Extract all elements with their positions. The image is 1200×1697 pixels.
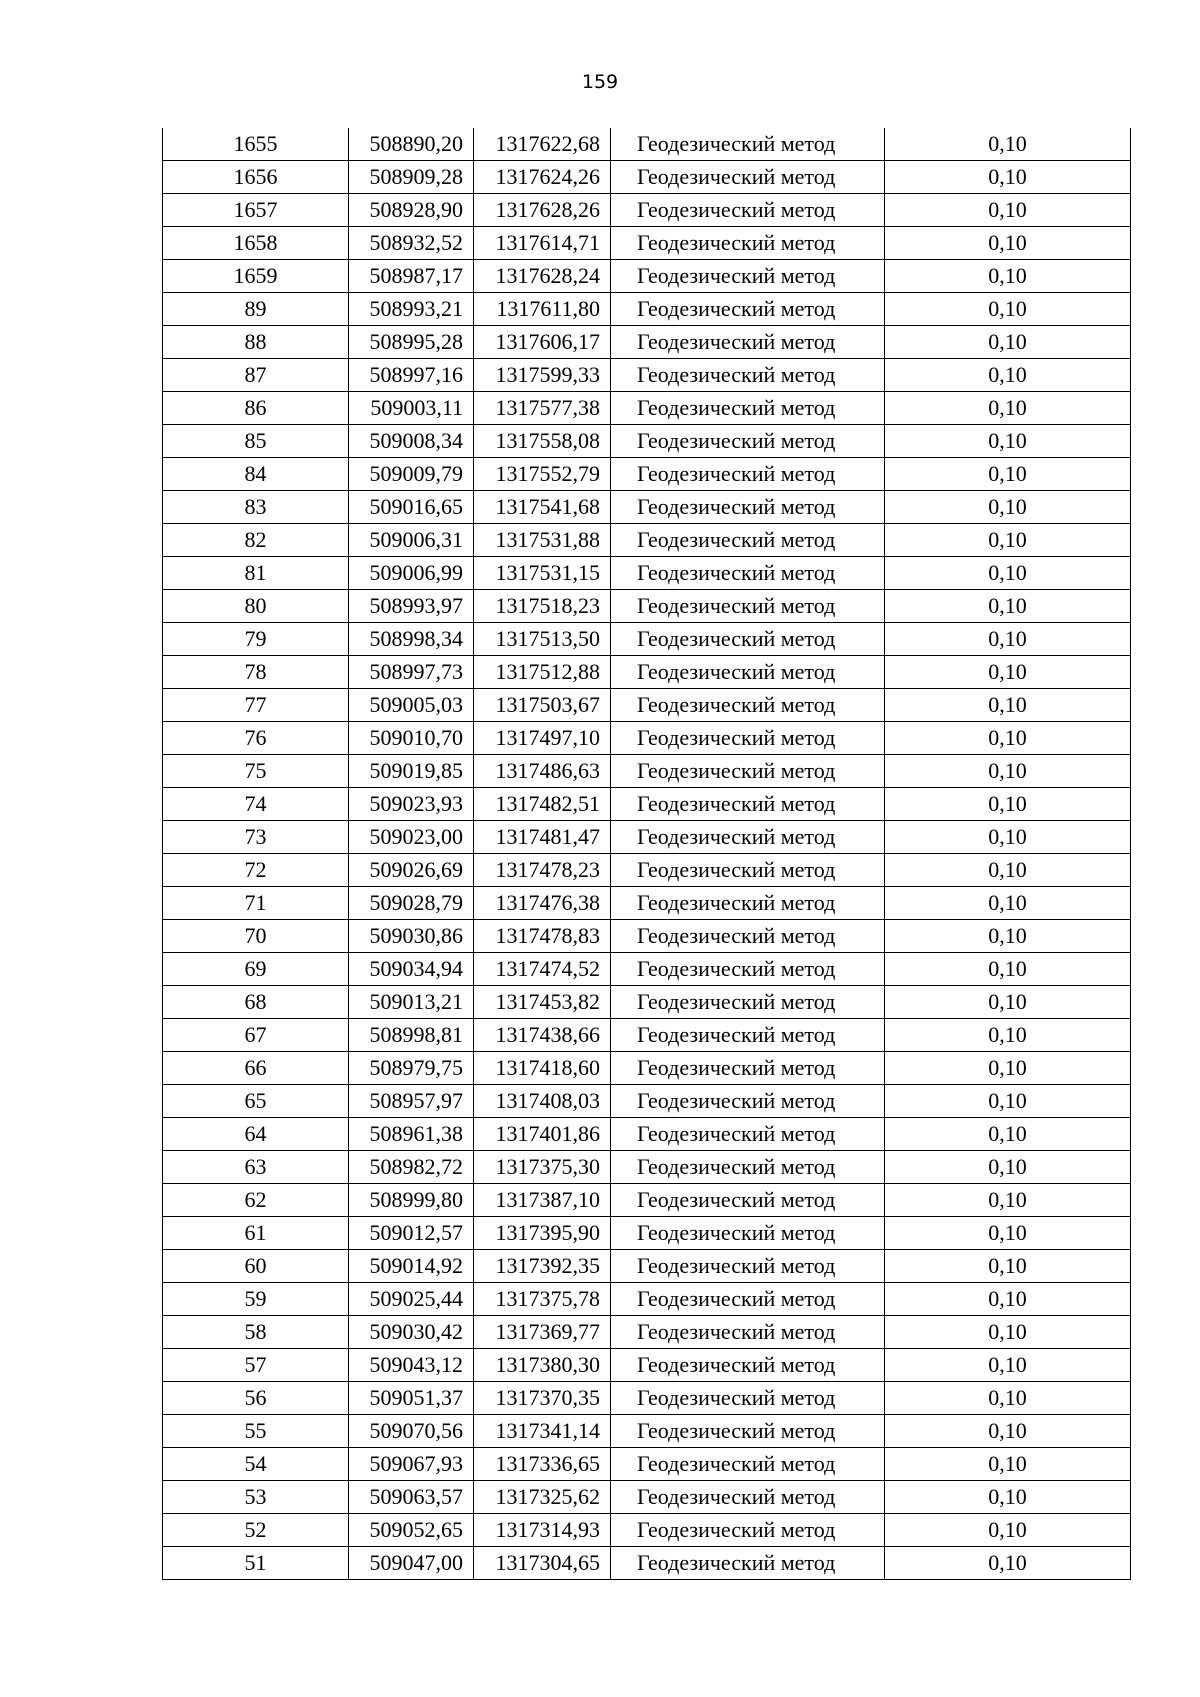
y-coordinate-cell: 1317614,71	[474, 227, 611, 260]
method-cell: Геодезический метод	[611, 1415, 885, 1448]
method-cell: Геодезический метод	[611, 1283, 885, 1316]
point-number-cell: 74	[163, 788, 349, 821]
point-number-cell: 52	[163, 1514, 349, 1547]
table-row	[163, 689, 1131, 722]
accuracy-cell: 0,10	[885, 623, 1131, 656]
point-number-cell: 55	[163, 1415, 349, 1448]
table-row	[163, 1316, 1131, 1349]
point-number-cell: 73	[163, 821, 349, 854]
accuracy-cell: 0,10	[885, 557, 1131, 590]
point-number-cell: 80	[163, 590, 349, 623]
y-coordinate-cell: 1317369,77	[474, 1316, 611, 1349]
table-row	[163, 392, 1131, 425]
x-coordinate-cell: 508993,97	[349, 590, 474, 623]
method-cell: Геодезический метод	[611, 293, 885, 326]
accuracy-cell: 0,10	[885, 722, 1131, 755]
table-row	[163, 1415, 1131, 1448]
table-row	[163, 425, 1131, 458]
table-row	[163, 524, 1131, 557]
method-cell: Геодезический метод	[611, 920, 885, 953]
table-row	[163, 722, 1131, 755]
table-row	[163, 1547, 1131, 1580]
method-cell: Геодезический метод	[611, 392, 885, 425]
method-cell: Геодезический метод	[611, 1448, 885, 1481]
accuracy-cell: 0,10	[885, 1118, 1131, 1151]
x-coordinate-cell: 509014,92	[349, 1250, 474, 1283]
accuracy-cell: 0,10	[885, 1349, 1131, 1382]
method-cell: Геодезический метод	[611, 590, 885, 623]
table-row	[163, 755, 1131, 788]
table-row	[163, 293, 1131, 326]
table-row	[163, 161, 1131, 194]
table-row	[163, 227, 1131, 260]
y-coordinate-cell: 1317611,80	[474, 293, 611, 326]
x-coordinate-cell: 508909,28	[349, 161, 474, 194]
table-row	[163, 1481, 1131, 1514]
y-coordinate-cell: 1317503,67	[474, 689, 611, 722]
method-cell: Геодезический метод	[611, 1085, 885, 1118]
page-number: 159	[581, 71, 619, 93]
method-cell: Геодезический метод	[611, 1316, 885, 1349]
accuracy-cell: 0,10	[885, 1184, 1131, 1217]
table-row	[163, 1151, 1131, 1184]
point-number-cell: 67	[163, 1019, 349, 1052]
coordinates-table	[162, 128, 1131, 1580]
method-cell: Геодезический метод	[611, 524, 885, 557]
y-coordinate-cell: 1317401,86	[474, 1118, 611, 1151]
x-coordinate-cell: 509003,11	[349, 392, 474, 425]
point-number-cell: 64	[163, 1118, 349, 1151]
accuracy-cell: 0,10	[885, 920, 1131, 953]
accuracy-cell: 0,10	[885, 1052, 1131, 1085]
y-coordinate-cell: 1317512,88	[474, 656, 611, 689]
point-number-cell: 76	[163, 722, 349, 755]
x-coordinate-cell: 509070,56	[349, 1415, 474, 1448]
x-coordinate-cell: 508890,20	[349, 128, 474, 161]
table-row	[163, 128, 1131, 161]
accuracy-cell: 0,10	[885, 128, 1131, 161]
x-coordinate-cell: 508982,72	[349, 1151, 474, 1184]
table-row	[163, 1184, 1131, 1217]
y-coordinate-cell: 1317392,35	[474, 1250, 611, 1283]
method-cell: Геодезический метод	[611, 227, 885, 260]
table-row	[163, 1349, 1131, 1382]
table-row	[163, 1085, 1131, 1118]
point-number-cell: 1658	[163, 227, 349, 260]
y-coordinate-cell: 1317476,38	[474, 887, 611, 920]
point-number-cell: 71	[163, 887, 349, 920]
table-row	[163, 887, 1131, 920]
y-coordinate-cell: 1317408,03	[474, 1085, 611, 1118]
y-coordinate-cell: 1317453,82	[474, 986, 611, 1019]
method-cell: Геодезический метод	[611, 1118, 885, 1151]
y-coordinate-cell: 1317336,65	[474, 1448, 611, 1481]
y-coordinate-cell: 1317558,08	[474, 425, 611, 458]
x-coordinate-cell: 508999,80	[349, 1184, 474, 1217]
x-coordinate-cell: 508961,38	[349, 1118, 474, 1151]
method-cell: Геодезический метод	[611, 1019, 885, 1052]
x-coordinate-cell: 509067,93	[349, 1448, 474, 1481]
x-coordinate-cell: 509023,93	[349, 788, 474, 821]
x-coordinate-cell: 508997,16	[349, 359, 474, 392]
accuracy-cell: 0,10	[885, 161, 1131, 194]
method-cell: Геодезический метод	[611, 194, 885, 227]
method-cell: Геодезический метод	[611, 755, 885, 788]
x-coordinate-cell: 508998,81	[349, 1019, 474, 1052]
accuracy-cell: 0,10	[885, 1514, 1131, 1547]
accuracy-cell: 0,10	[885, 1019, 1131, 1052]
point-number-cell: 77	[163, 689, 349, 722]
method-cell: Геодезический метод	[611, 953, 885, 986]
table-row	[163, 260, 1131, 293]
table-row	[163, 1217, 1131, 1250]
method-cell: Геодезический метод	[611, 1151, 885, 1184]
x-coordinate-cell: 508987,17	[349, 260, 474, 293]
method-cell: Геодезический метод	[611, 326, 885, 359]
point-number-cell: 53	[163, 1481, 349, 1514]
table-row	[163, 1052, 1131, 1085]
y-coordinate-cell: 1317622,68	[474, 128, 611, 161]
point-number-cell: 86	[163, 392, 349, 425]
accuracy-cell: 0,10	[885, 755, 1131, 788]
accuracy-cell: 0,10	[885, 1316, 1131, 1349]
point-number-cell: 59	[163, 1283, 349, 1316]
y-coordinate-cell: 1317513,50	[474, 623, 611, 656]
point-number-cell: 66	[163, 1052, 349, 1085]
accuracy-cell: 0,10	[885, 986, 1131, 1019]
y-coordinate-cell: 1317628,24	[474, 260, 611, 293]
table-row	[163, 656, 1131, 689]
x-coordinate-cell: 509010,70	[349, 722, 474, 755]
accuracy-cell: 0,10	[885, 590, 1131, 623]
y-coordinate-cell: 1317325,62	[474, 1481, 611, 1514]
table-row	[163, 557, 1131, 590]
method-cell: Геодезический метод	[611, 1514, 885, 1547]
point-number-cell: 1656	[163, 161, 349, 194]
x-coordinate-cell: 508998,34	[349, 623, 474, 656]
coordinates-table-body	[163, 128, 1131, 1580]
x-coordinate-cell: 509023,00	[349, 821, 474, 854]
accuracy-cell: 0,10	[885, 227, 1131, 260]
point-number-cell: 56	[163, 1382, 349, 1415]
method-cell: Геодезический метод	[611, 1382, 885, 1415]
method-cell: Геодезический метод	[611, 359, 885, 392]
method-cell: Геодезический метод	[611, 821, 885, 854]
point-number-cell: 72	[163, 854, 349, 887]
x-coordinate-cell: 508928,90	[349, 194, 474, 227]
accuracy-cell: 0,10	[885, 1547, 1131, 1580]
table-row	[163, 920, 1131, 953]
method-cell: Геодезический метод	[611, 128, 885, 161]
accuracy-cell: 0,10	[885, 491, 1131, 524]
table-row	[163, 953, 1131, 986]
accuracy-cell: 0,10	[885, 1382, 1131, 1415]
point-number-cell: 68	[163, 986, 349, 1019]
x-coordinate-cell: 509028,79	[349, 887, 474, 920]
x-coordinate-cell: 508957,97	[349, 1085, 474, 1118]
y-coordinate-cell: 1317541,68	[474, 491, 611, 524]
y-coordinate-cell: 1317304,65	[474, 1547, 611, 1580]
x-coordinate-cell: 508995,28	[349, 326, 474, 359]
y-coordinate-cell: 1317314,93	[474, 1514, 611, 1547]
accuracy-cell: 0,10	[885, 1481, 1131, 1514]
point-number-cell: 58	[163, 1316, 349, 1349]
y-coordinate-cell: 1317478,83	[474, 920, 611, 953]
table-row	[163, 1514, 1131, 1547]
point-number-cell: 63	[163, 1151, 349, 1184]
point-number-cell: 88	[163, 326, 349, 359]
method-cell: Геодезический метод	[611, 1184, 885, 1217]
method-cell: Геодезический метод	[611, 689, 885, 722]
method-cell: Геодезический метод	[611, 491, 885, 524]
accuracy-cell: 0,10	[885, 854, 1131, 887]
table-row	[163, 1283, 1131, 1316]
x-coordinate-cell: 509034,94	[349, 953, 474, 986]
method-cell: Геодезический метод	[611, 557, 885, 590]
table-row	[163, 623, 1131, 656]
y-coordinate-cell: 1317478,23	[474, 854, 611, 887]
method-cell: Геодезический метод	[611, 623, 885, 656]
table-row	[163, 590, 1131, 623]
point-number-cell: 89	[163, 293, 349, 326]
table-row	[163, 1019, 1131, 1052]
x-coordinate-cell: 509043,12	[349, 1349, 474, 1382]
table-row	[163, 854, 1131, 887]
method-cell: Геодезический метод	[611, 425, 885, 458]
table-row	[163, 821, 1131, 854]
y-coordinate-cell: 1317577,38	[474, 392, 611, 425]
method-cell: Геодезический метод	[611, 986, 885, 1019]
table-row	[163, 491, 1131, 524]
x-coordinate-cell: 508993,21	[349, 293, 474, 326]
method-cell: Геодезический метод	[611, 1250, 885, 1283]
point-number-cell: 87	[163, 359, 349, 392]
point-number-cell: 62	[163, 1184, 349, 1217]
accuracy-cell: 0,10	[885, 194, 1131, 227]
point-number-cell: 85	[163, 425, 349, 458]
point-number-cell: 65	[163, 1085, 349, 1118]
point-number-cell: 70	[163, 920, 349, 953]
y-coordinate-cell: 1317482,51	[474, 788, 611, 821]
method-cell: Геодезический метод	[611, 722, 885, 755]
y-coordinate-cell: 1317531,15	[474, 557, 611, 590]
method-cell: Геодезический метод	[611, 1052, 885, 1085]
table-row	[163, 1382, 1131, 1415]
method-cell: Геодезический метод	[611, 458, 885, 491]
x-coordinate-cell: 508979,75	[349, 1052, 474, 1085]
y-coordinate-cell: 1317341,14	[474, 1415, 611, 1448]
method-cell: Геодезический метод	[611, 887, 885, 920]
point-number-cell: 60	[163, 1250, 349, 1283]
x-coordinate-cell: 509030,86	[349, 920, 474, 953]
method-cell: Геодезический метод	[611, 1481, 885, 1514]
accuracy-cell: 0,10	[885, 788, 1131, 821]
method-cell: Геодезический метод	[611, 1349, 885, 1382]
method-cell: Геодезический метод	[611, 1547, 885, 1580]
x-coordinate-cell: 509008,34	[349, 425, 474, 458]
y-coordinate-cell: 1317418,60	[474, 1052, 611, 1085]
accuracy-cell: 0,10	[885, 293, 1131, 326]
accuracy-cell: 0,10	[885, 656, 1131, 689]
x-coordinate-cell: 509052,65	[349, 1514, 474, 1547]
x-coordinate-cell: 509012,57	[349, 1217, 474, 1250]
y-coordinate-cell: 1317606,17	[474, 326, 611, 359]
point-number-cell: 54	[163, 1448, 349, 1481]
accuracy-cell: 0,10	[885, 1151, 1131, 1184]
accuracy-cell: 0,10	[885, 887, 1131, 920]
accuracy-cell: 0,10	[885, 689, 1131, 722]
point-number-cell: 82	[163, 524, 349, 557]
table-row	[163, 986, 1131, 1019]
accuracy-cell: 0,10	[885, 821, 1131, 854]
table-row	[163, 788, 1131, 821]
y-coordinate-cell: 1317375,78	[474, 1283, 611, 1316]
point-number-cell: 51	[163, 1547, 349, 1580]
x-coordinate-cell: 509016,65	[349, 491, 474, 524]
table-row	[163, 458, 1131, 491]
x-coordinate-cell: 509051,37	[349, 1382, 474, 1415]
point-number-cell: 79	[163, 623, 349, 656]
x-coordinate-cell: 509013,21	[349, 986, 474, 1019]
y-coordinate-cell: 1317518,23	[474, 590, 611, 623]
accuracy-cell: 0,10	[885, 1283, 1131, 1316]
table-row	[163, 359, 1131, 392]
y-coordinate-cell: 1317387,10	[474, 1184, 611, 1217]
x-coordinate-cell: 509063,57	[349, 1481, 474, 1514]
accuracy-cell: 0,10	[885, 953, 1131, 986]
y-coordinate-cell: 1317481,47	[474, 821, 611, 854]
y-coordinate-cell: 1317486,63	[474, 755, 611, 788]
table-row	[163, 1448, 1131, 1481]
point-number-cell: 57	[163, 1349, 349, 1382]
x-coordinate-cell: 509006,99	[349, 557, 474, 590]
accuracy-cell: 0,10	[885, 260, 1131, 293]
y-coordinate-cell: 1317552,79	[474, 458, 611, 491]
point-number-cell: 75	[163, 755, 349, 788]
x-coordinate-cell: 509006,31	[349, 524, 474, 557]
x-coordinate-cell: 509047,00	[349, 1547, 474, 1580]
accuracy-cell: 0,10	[885, 1217, 1131, 1250]
table-row	[163, 1118, 1131, 1151]
method-cell: Геодезический метод	[611, 260, 885, 293]
accuracy-cell: 0,10	[885, 1085, 1131, 1118]
x-coordinate-cell: 509019,85	[349, 755, 474, 788]
x-coordinate-cell: 509009,79	[349, 458, 474, 491]
accuracy-cell: 0,10	[885, 392, 1131, 425]
point-number-cell: 1655	[163, 128, 349, 161]
table-row	[163, 326, 1131, 359]
point-number-cell: 1659	[163, 260, 349, 293]
accuracy-cell: 0,10	[885, 326, 1131, 359]
y-coordinate-cell: 1317531,88	[474, 524, 611, 557]
accuracy-cell: 0,10	[885, 1448, 1131, 1481]
y-coordinate-cell: 1317370,35	[474, 1382, 611, 1415]
method-cell: Геодезический метод	[611, 854, 885, 887]
method-cell: Геодезический метод	[611, 1217, 885, 1250]
y-coordinate-cell: 1317624,26	[474, 161, 611, 194]
point-number-cell: 84	[163, 458, 349, 491]
y-coordinate-cell: 1317395,90	[474, 1217, 611, 1250]
y-coordinate-cell: 1317628,26	[474, 194, 611, 227]
point-number-cell: 78	[163, 656, 349, 689]
method-cell: Геодезический метод	[611, 788, 885, 821]
table-row	[163, 1250, 1131, 1283]
accuracy-cell: 0,10	[885, 1250, 1131, 1283]
point-number-cell: 83	[163, 491, 349, 524]
y-coordinate-cell: 1317599,33	[474, 359, 611, 392]
y-coordinate-cell: 1317497,10	[474, 722, 611, 755]
x-coordinate-cell: 509025,44	[349, 1283, 474, 1316]
x-coordinate-cell: 509005,03	[349, 689, 474, 722]
x-coordinate-cell: 508997,73	[349, 656, 474, 689]
y-coordinate-cell: 1317438,66	[474, 1019, 611, 1052]
accuracy-cell: 0,10	[885, 524, 1131, 557]
accuracy-cell: 0,10	[885, 359, 1131, 392]
x-coordinate-cell: 508932,52	[349, 227, 474, 260]
method-cell: Геодезический метод	[611, 161, 885, 194]
accuracy-cell: 0,10	[885, 425, 1131, 458]
point-number-cell: 81	[163, 557, 349, 590]
y-coordinate-cell: 1317375,30	[474, 1151, 611, 1184]
x-coordinate-cell: 509026,69	[349, 854, 474, 887]
method-cell: Геодезический метод	[611, 656, 885, 689]
accuracy-cell: 0,10	[885, 458, 1131, 491]
table-row	[163, 194, 1131, 227]
point-number-cell: 69	[163, 953, 349, 986]
x-coordinate-cell: 509030,42	[349, 1316, 474, 1349]
point-number-cell: 1657	[163, 194, 349, 227]
y-coordinate-cell: 1317474,52	[474, 953, 611, 986]
accuracy-cell: 0,10	[885, 1415, 1131, 1448]
y-coordinate-cell: 1317380,30	[474, 1349, 611, 1382]
point-number-cell: 61	[163, 1217, 349, 1250]
